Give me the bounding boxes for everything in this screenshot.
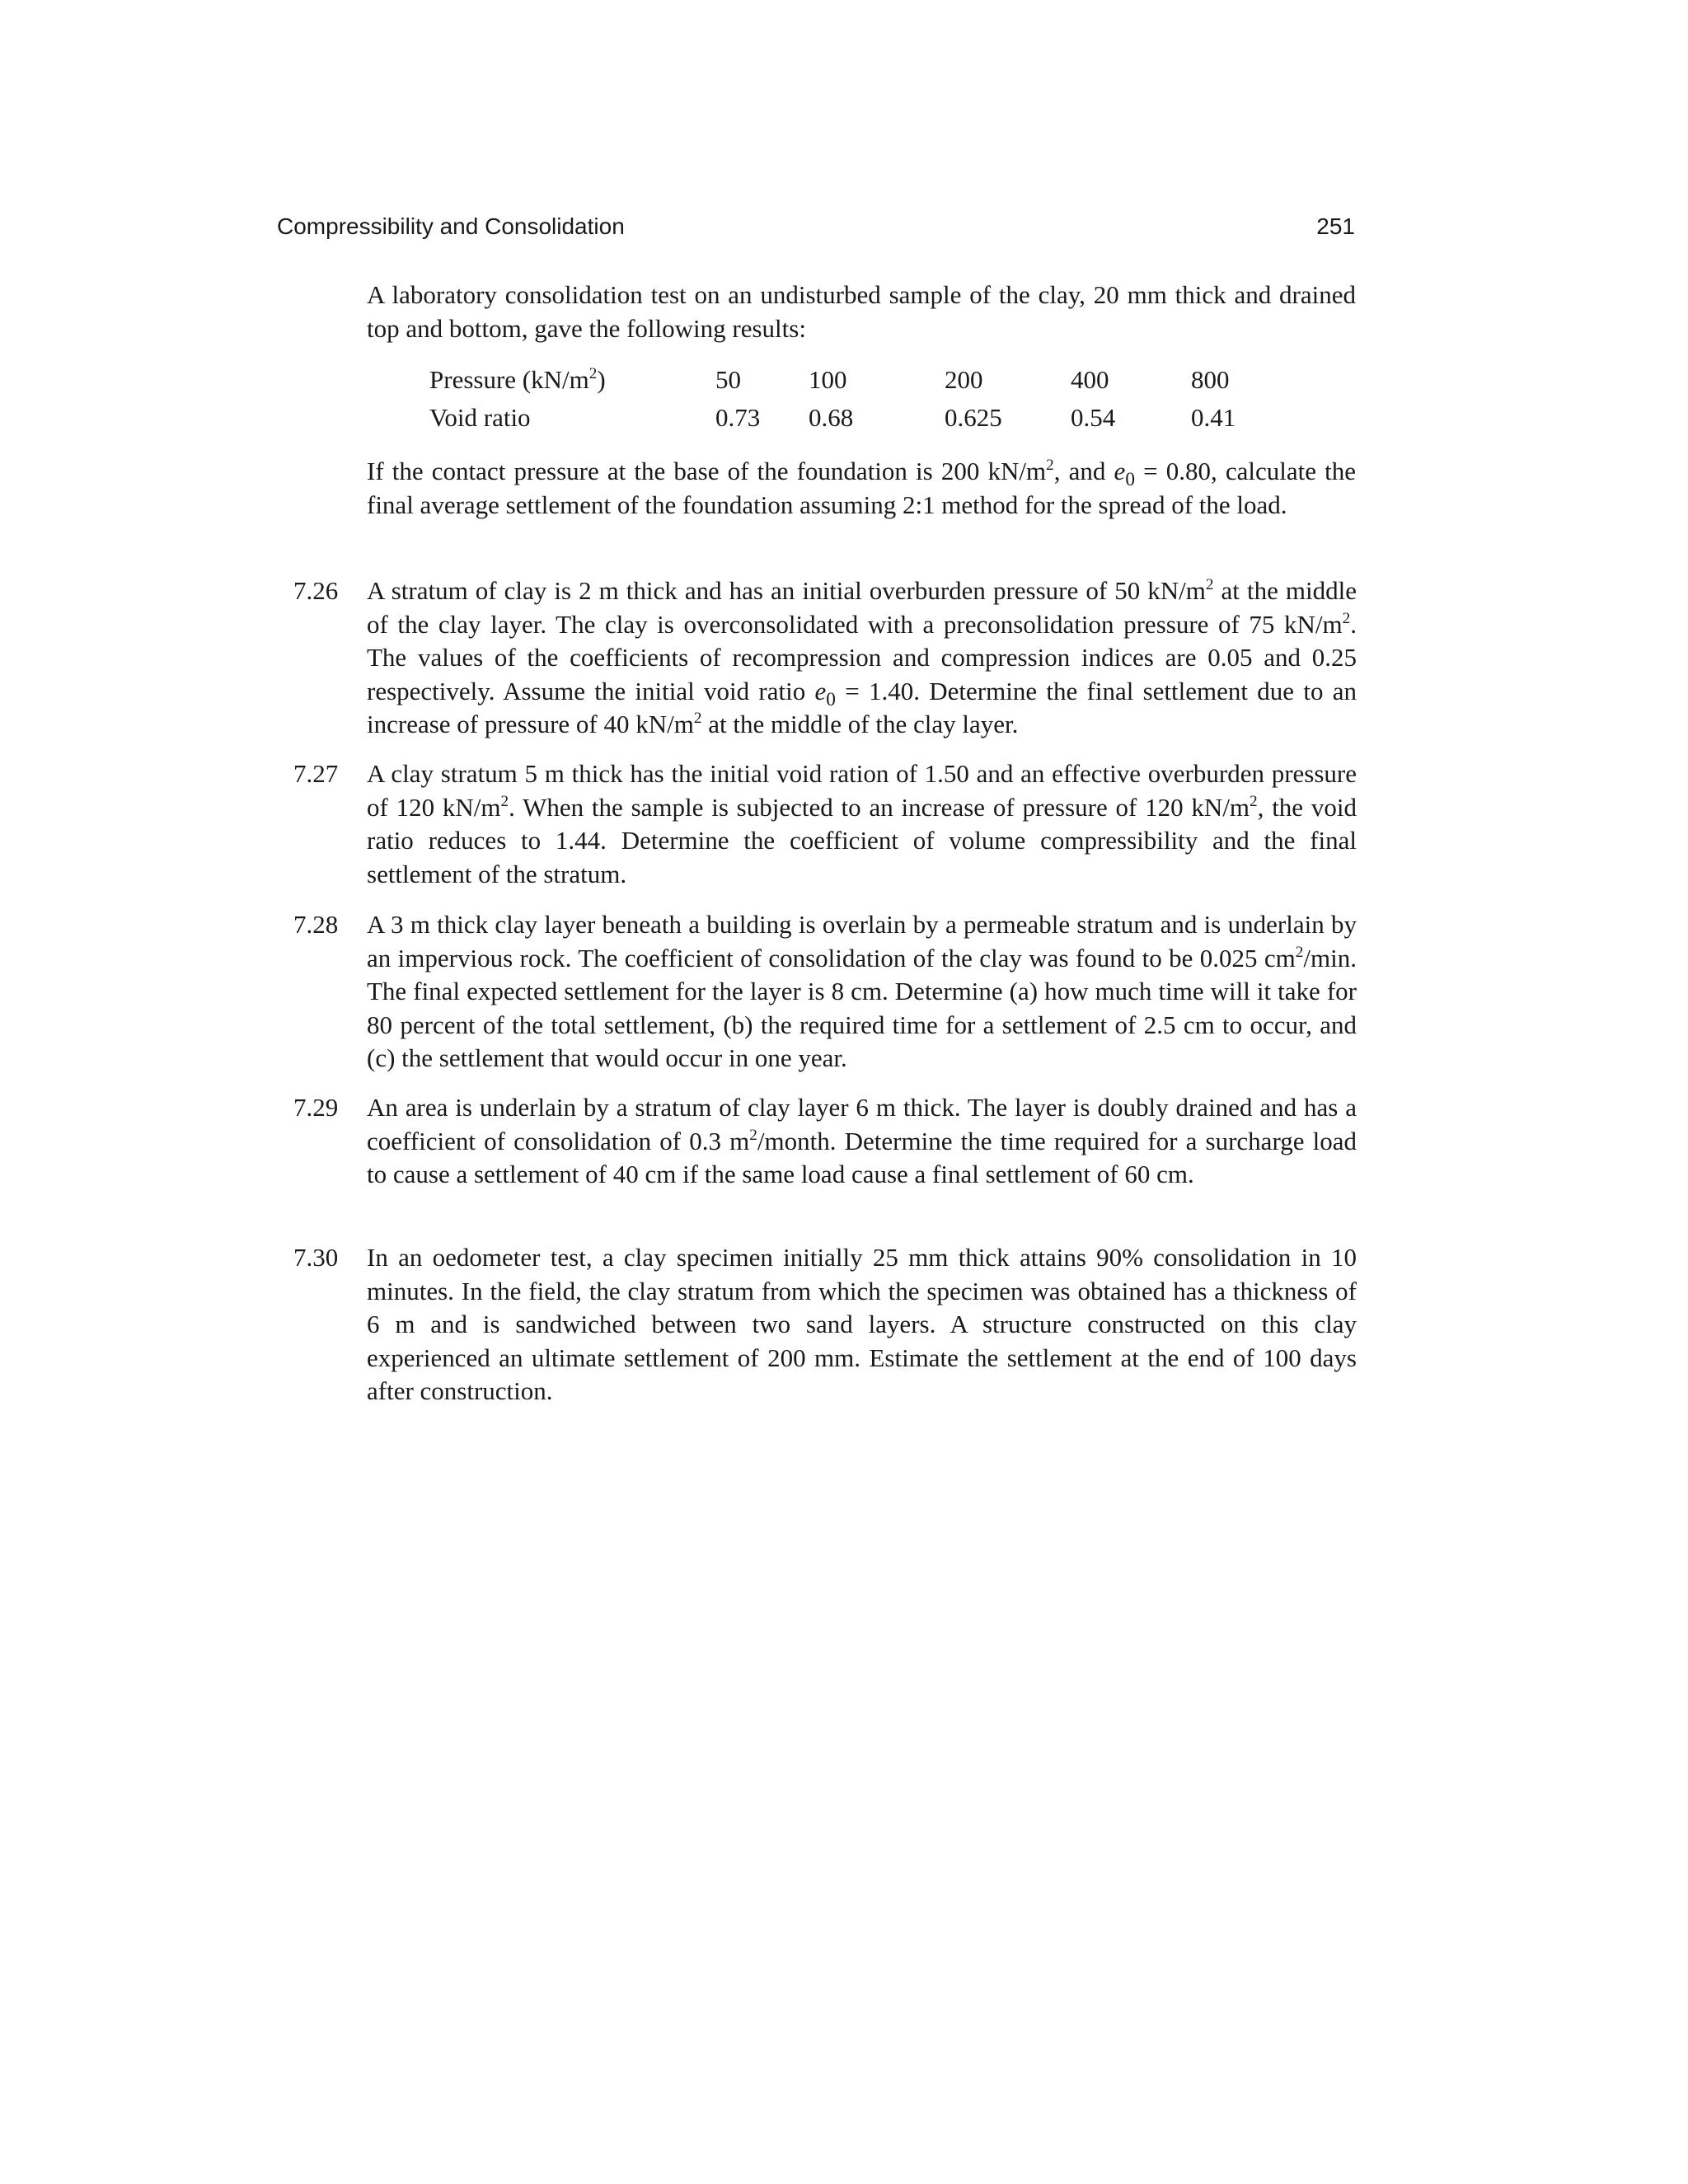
problem-text: An area is underlain by a stratum of clay layer 6 m thick. The layer is doubly drained and has a coefficient of consolidation of 0.3 $m^2$/month. Determine the time required for a surcharge load to cause a settlement of 40 cm if the same load cause a final settlement of 60 cm. <box>367 1093 1357 1188</box>
problem-number: 7.29 <box>293 1093 339 1122</box>
page-number: 251 <box>1316 213 1355 239</box>
table-cell: 0.41 <box>1191 402 1236 432</box>
problem-7-30 <box>293 1241 1357 1408</box>
problem-number: 7.27 <box>293 759 339 788</box>
problem-text: A clay stratum 5 m thick has the initial void ration of 1.50 and an effective overburden pressure of 120 $kN/m^2$. When the sample is subjected to an increase of pressure of 120 $kN/m^2$, the void ratio reduces to 1.44. Determine the coefficient of volume compressibility and the final settlement of the stratum. <box>367 759 1357 888</box>
running-header <box>277 208 1355 246</box>
problem-7-29 <box>293 1091 1357 1192</box>
followup-paragraph: If the contact pressure at the base of the foundation is 200 $kN/m^2$, and $e_0 = 0.80$, calculate the final average settlement of the foundation assuming 2:1 method for the spread of the load. <box>367 457 1356 519</box>
chapter-title: Compressibility and Consolidation <box>277 213 625 239</box>
problem-text: A stratum of clay is 2 m thick and has an initial overburden pressure of 50 $kN/m^2$ at the middle of the clay layer. The clay is overconsolidated with a preconsolidation pressure of 75 $kN/m^2$. The values of the coefficients of recompression and compression indices are 0.05 and 0.25 respectively. Assume the initial void ratio $e_0 = 1.40$. Determine the final settlement due to an increase of pressure of 40 $kN/m^2$ at the middle of the clay layer. <box>367 576 1357 738</box>
void-ratio-label: Void ratio <box>429 402 531 432</box>
table-row <box>429 361 1257 399</box>
table-cell: 0.54 <box>1071 402 1116 432</box>
pressure-label: Pressure $(kN/m^2)$ <box>429 364 606 394</box>
table-cell: 50 <box>715 364 741 394</box>
problem-text: A 3 m thick clay layer beneath a building is overlain by a permeable stratum and is underlain by an impervious rock. The coefficient of consolidation of the clay was found to be 0.025 $cm^2/\min$. The final expected settlement for the layer is 8 cm. Determine (a) how much time will it take for 80 percent of the total settlement, (b) the required time for a settlement of 2.5 cm to occur, and (c) the settlement that would occur in one year. <box>367 910 1357 1072</box>
consolidation-results-table <box>429 361 1257 437</box>
problem-number: 7.30 <box>293 1243 339 1272</box>
table-cell: 200 <box>945 364 983 394</box>
problem-number: 7.26 <box>293 576 339 605</box>
table-cell: 100 <box>809 364 847 394</box>
problem-7-26 <box>293 574 1357 742</box>
intro-paragraph: A laboratory consolidation test on an undisturbed sample of the clay, 20 mm thick and drained top and bottom, gave the following results: <box>367 280 1356 343</box>
problem-7-28 <box>293 908 1357 1076</box>
table-cell: 0.68 <box>809 402 854 432</box>
table-cell: 400 <box>1071 364 1109 394</box>
table-cell: 800 <box>1191 364 1230 394</box>
table-cell: 0.625 <box>945 402 1002 432</box>
problem-number: 7.28 <box>293 910 339 939</box>
table-row <box>429 399 1257 437</box>
problem-text: In an oedometer test, a clay specimen initially 25 mm thick attains 90% consolidation in 10 minutes. In the field, the clay stratum from which the specimen was obtained has a thickness of 6 m and is sandwiched between two sand layers. A structure constructed on this clay experienced an ultimate settlement of 200 mm. Estimate the settlement at the end of 100 days after construction. <box>367 1243 1357 1405</box>
table-cell: 0.73 <box>715 402 761 432</box>
problem-7-27 <box>293 757 1357 891</box>
